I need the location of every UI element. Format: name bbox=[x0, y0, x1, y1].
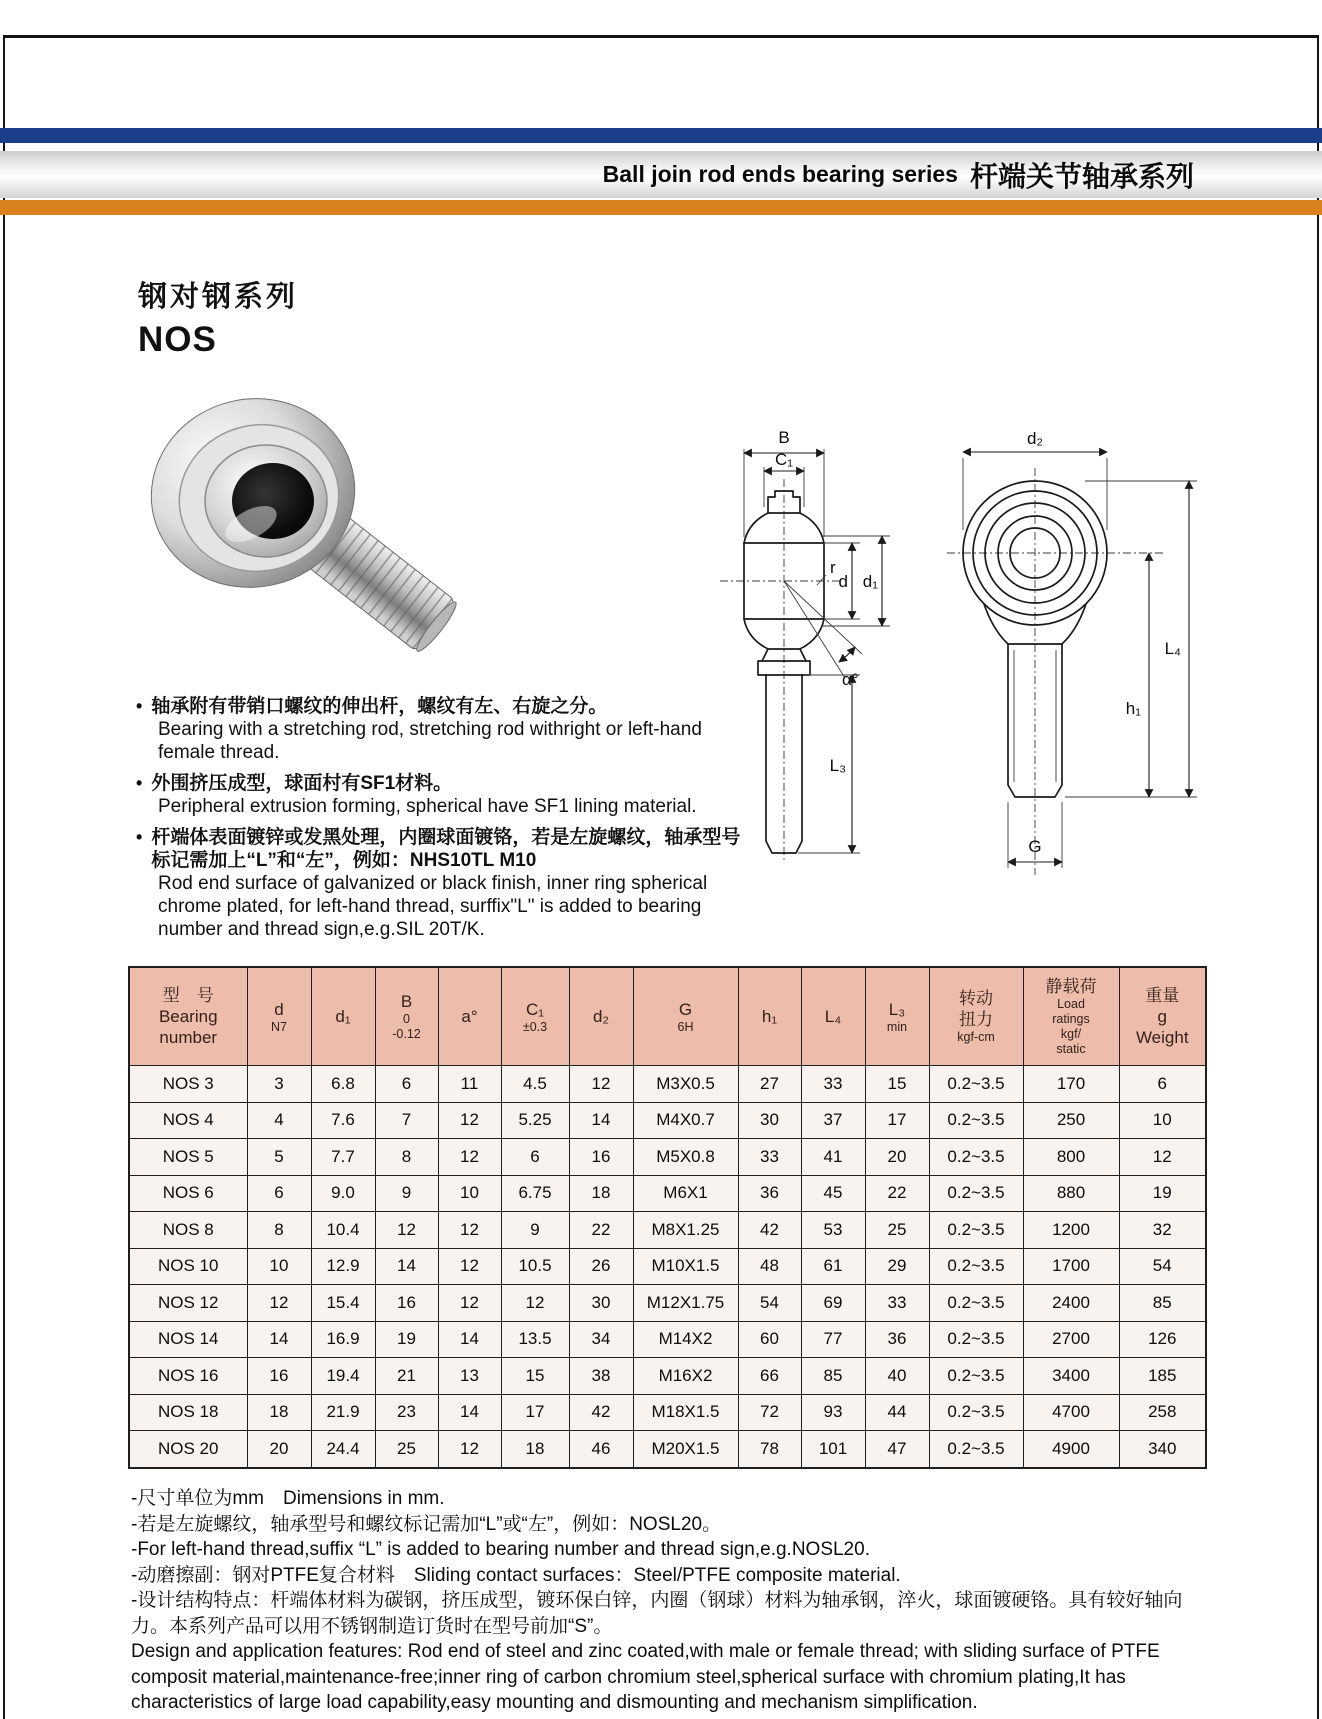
cell: M16X2 bbox=[633, 1358, 738, 1395]
cell: 33 bbox=[801, 1066, 865, 1103]
cell: 6.8 bbox=[311, 1066, 375, 1103]
bullet-icon: • bbox=[136, 696, 143, 716]
bullet-icon: • bbox=[136, 827, 143, 847]
table-row bbox=[129, 1248, 1206, 1285]
cell: M12X1.75 bbox=[633, 1285, 738, 1322]
specification-table bbox=[128, 966, 1207, 1469]
dim-label-alpha: α° bbox=[842, 670, 859, 689]
cell: 126 bbox=[1119, 1321, 1206, 1358]
cell: 4.5 bbox=[501, 1066, 569, 1103]
cell: 47 bbox=[865, 1431, 929, 1468]
cell: 4 bbox=[247, 1102, 311, 1139]
cell: 24.4 bbox=[311, 1431, 375, 1468]
cell: 10 bbox=[1119, 1102, 1206, 1139]
cell: 0.2~3.5 bbox=[929, 1248, 1023, 1285]
cell: 16 bbox=[569, 1139, 633, 1176]
cell: 800 bbox=[1023, 1139, 1119, 1176]
cell: 32 bbox=[1119, 1212, 1206, 1249]
cell: 22 bbox=[569, 1212, 633, 1249]
cell: 21.9 bbox=[311, 1394, 375, 1431]
cell: 170 bbox=[1023, 1066, 1119, 1103]
dim-label-d2: d₂ bbox=[1026, 429, 1044, 448]
cell: NOS 14 bbox=[129, 1321, 247, 1358]
cell: 22 bbox=[865, 1175, 929, 1212]
cell: 12 bbox=[438, 1212, 501, 1249]
cell: 38 bbox=[569, 1358, 633, 1395]
col-header-5: a° bbox=[438, 967, 501, 1066]
cell: 30 bbox=[738, 1102, 801, 1139]
cell: 77 bbox=[801, 1321, 865, 1358]
dim-label-d1: d₁ bbox=[862, 572, 878, 591]
cell: 2400 bbox=[1023, 1285, 1119, 1322]
cell: 880 bbox=[1023, 1175, 1119, 1212]
table-row bbox=[129, 1139, 1206, 1176]
cell: 72 bbox=[738, 1394, 801, 1431]
note-line: -设计结构特点：杆端体材料为碳钢，挤压成型，镀环保白锌，内圈（钢球）材料为轴承钢，淬火，球面镀硬铬。具有较好轴向力。本系列产品可以用不锈钢制造订货时在型号前加“S”。 bbox=[131, 1590, 1183, 1637]
cell: 93 bbox=[801, 1394, 865, 1431]
cell: 19 bbox=[375, 1321, 438, 1358]
cell: 13.5 bbox=[501, 1321, 569, 1358]
header-title-en: Ball join rod ends bearing series bbox=[602, 161, 958, 187]
cell: 14 bbox=[438, 1394, 501, 1431]
col-header-1: 型 号 Bearing number bbox=[129, 967, 247, 1066]
dim-label-c1: C₁ bbox=[774, 450, 794, 469]
cell: 15.4 bbox=[311, 1285, 375, 1322]
cell: 11 bbox=[438, 1066, 501, 1103]
cell: 21 bbox=[375, 1358, 438, 1395]
feature-text-en: Peripheral extrusion forming, spherical have SF1 lining material. bbox=[158, 796, 697, 817]
col-header-8: G 6H bbox=[633, 967, 738, 1066]
cell: 29 bbox=[865, 1248, 929, 1285]
cell: 8 bbox=[247, 1212, 311, 1249]
col-header-14: 重量 g Weight bbox=[1119, 967, 1206, 1066]
cell: 12 bbox=[438, 1139, 501, 1176]
cell: M10X1.5 bbox=[633, 1248, 738, 1285]
cell: 16 bbox=[247, 1358, 311, 1395]
cell: 14 bbox=[375, 1248, 438, 1285]
cell: 12 bbox=[438, 1102, 501, 1139]
cell: 19.4 bbox=[311, 1358, 375, 1395]
cell: NOS 10 bbox=[129, 1248, 247, 1285]
cell: 12 bbox=[375, 1212, 438, 1249]
cell: 33 bbox=[738, 1139, 801, 1176]
cell: 10 bbox=[438, 1175, 501, 1212]
col-header-10: L₄ bbox=[801, 967, 865, 1066]
cell: 25 bbox=[865, 1212, 929, 1249]
note-line: -For left-hand thread,suffix “L” is added to bearing number and thread sign,e.g.NOSL20. bbox=[131, 1539, 870, 1560]
table-row bbox=[129, 1102, 1206, 1139]
table-row bbox=[129, 1431, 1206, 1468]
cell: 12 bbox=[501, 1285, 569, 1322]
col-header-4: B 0 -0.12 bbox=[375, 967, 438, 1066]
diagram-front-view bbox=[935, 420, 1225, 890]
cell: 1200 bbox=[1023, 1212, 1119, 1249]
cell: 8 bbox=[375, 1139, 438, 1176]
cell: 7.7 bbox=[311, 1139, 375, 1176]
cell: 4700 bbox=[1023, 1394, 1119, 1431]
feature-zh-text: 杆端体表面镀锌或发黑处理，内圈球面镀铬，若是左旋螺纹，轴承型号标记需加上“L”和“左”，例如：NHS10TL M10 bbox=[151, 827, 741, 871]
cell: 14 bbox=[247, 1321, 311, 1358]
cell: 6 bbox=[375, 1066, 438, 1103]
cell: 13 bbox=[438, 1358, 501, 1395]
cell: 34 bbox=[569, 1321, 633, 1358]
cell: 12 bbox=[247, 1285, 311, 1322]
cell: 0.2~3.5 bbox=[929, 1175, 1023, 1212]
table-header-row bbox=[129, 967, 1206, 1066]
cell: M8X1.25 bbox=[633, 1212, 738, 1249]
cell: 17 bbox=[501, 1394, 569, 1431]
note-line: -尺寸单位为mm Dimensions in mm. bbox=[131, 1488, 445, 1509]
cell: 10 bbox=[247, 1248, 311, 1285]
cell: 54 bbox=[738, 1285, 801, 1322]
cell: 0.2~3.5 bbox=[929, 1066, 1023, 1103]
cell: 0.2~3.5 bbox=[929, 1394, 1023, 1431]
dim-label-d: d bbox=[838, 572, 848, 591]
cell: 25 bbox=[375, 1431, 438, 1468]
cell: NOS 4 bbox=[129, 1102, 247, 1139]
cell: 78 bbox=[738, 1431, 801, 1468]
cell: 0.2~3.5 bbox=[929, 1102, 1023, 1139]
cell: 18 bbox=[247, 1394, 311, 1431]
cell: 101 bbox=[801, 1431, 865, 1468]
cell: 258 bbox=[1119, 1394, 1206, 1431]
series-subtitle-zh: 钢对钢系列 bbox=[138, 281, 299, 313]
cell: M18X1.5 bbox=[633, 1394, 738, 1431]
feature-text-zh bbox=[136, 695, 748, 718]
cell: 1700 bbox=[1023, 1248, 1119, 1285]
cell: 16.9 bbox=[311, 1321, 375, 1358]
series-name: NOS bbox=[138, 320, 217, 359]
cell: 69 bbox=[801, 1285, 865, 1322]
feature-text-zh bbox=[136, 826, 748, 872]
cell: M6X1 bbox=[633, 1175, 738, 1212]
cell: NOS 12 bbox=[129, 1285, 247, 1322]
col-header-13: 静载荷 Load ratings kgf/ static bbox=[1023, 967, 1119, 1066]
cell: 17 bbox=[865, 1102, 929, 1139]
cell: 30 bbox=[569, 1285, 633, 1322]
page-header-band bbox=[0, 151, 1322, 198]
dim-label-l3: L₃ bbox=[829, 756, 846, 775]
cell: M14X2 bbox=[633, 1321, 738, 1358]
dim-label-h1: h₁ bbox=[1125, 699, 1141, 718]
note-line: Design and application features: Rod end of steel and zinc coated,with male or female thread; with sliding surface of PTFE composit material,maintenance-free;inner ring of carbon chromium steel,spherical surface with chromium plating,It has characteristics of large load capability,easy mounting and dismounting and mechanism simplification. bbox=[131, 1641, 1160, 1713]
cell: 5.25 bbox=[501, 1102, 569, 1139]
cell: M4X0.7 bbox=[633, 1102, 738, 1139]
cell: 16 bbox=[375, 1285, 438, 1322]
cell: 44 bbox=[865, 1394, 929, 1431]
dim-label-l4: L₄ bbox=[1164, 639, 1181, 658]
cell: 36 bbox=[738, 1175, 801, 1212]
cell: 85 bbox=[1119, 1285, 1206, 1322]
cell: 12 bbox=[438, 1431, 501, 1468]
cell: 42 bbox=[738, 1212, 801, 1249]
cell: NOS 16 bbox=[129, 1358, 247, 1395]
cell: NOS 20 bbox=[129, 1431, 247, 1468]
cell: 14 bbox=[569, 1102, 633, 1139]
footnotes bbox=[131, 1486, 1208, 1716]
cell: NOS 3 bbox=[129, 1066, 247, 1103]
cell: 20 bbox=[247, 1431, 311, 1468]
cell: 12.9 bbox=[311, 1248, 375, 1285]
feature-item bbox=[136, 826, 748, 941]
feature-zh-text: 轴承附有带销口螺纹的伸出杆，螺纹有左、右旋之分。 bbox=[151, 696, 608, 717]
cell: NOS 18 bbox=[129, 1394, 247, 1431]
table-row bbox=[129, 1175, 1206, 1212]
col-header-11: L₃ min bbox=[865, 967, 929, 1066]
cell: 42 bbox=[569, 1394, 633, 1431]
cell: 37 bbox=[801, 1102, 865, 1139]
cell: 53 bbox=[801, 1212, 865, 1249]
note-line: -若是左旋螺纹，轴承型号和螺纹标记需加“L”或“左”，例如：NOSL20。 bbox=[131, 1513, 722, 1535]
cell: 7.6 bbox=[311, 1102, 375, 1139]
table-row bbox=[129, 1212, 1206, 1249]
table-row bbox=[129, 1394, 1206, 1431]
cell: NOS 8 bbox=[129, 1212, 247, 1249]
cell: M5X0.8 bbox=[633, 1139, 738, 1176]
cell: 4900 bbox=[1023, 1431, 1119, 1468]
feature-text-zh bbox=[136, 772, 748, 795]
table-row bbox=[129, 1285, 1206, 1322]
cell: 6 bbox=[247, 1175, 311, 1212]
table-row bbox=[129, 1066, 1206, 1103]
cell: 0.2~3.5 bbox=[929, 1321, 1023, 1358]
cell: 12 bbox=[438, 1248, 501, 1285]
cell: 3400 bbox=[1023, 1358, 1119, 1395]
feature-zh-text: 外围挤压成型，球面村有SF1材料。 bbox=[151, 773, 453, 794]
cell: 36 bbox=[865, 1321, 929, 1358]
cell: 10.5 bbox=[501, 1248, 569, 1285]
product-photo bbox=[133, 388, 478, 678]
cell: 3 bbox=[247, 1066, 311, 1103]
col-header-12: 转动 扭力 kgf-cm bbox=[929, 967, 1023, 1066]
cell: 340 bbox=[1119, 1431, 1206, 1468]
cell: 18 bbox=[569, 1175, 633, 1212]
cell: 6 bbox=[501, 1139, 569, 1176]
cell: 26 bbox=[569, 1248, 633, 1285]
header-title-zh: 杆端关节轴承系列 bbox=[969, 160, 1194, 192]
cell: 0.2~3.5 bbox=[929, 1212, 1023, 1249]
feature-text-en: Bearing with a stretching rod, stretching rod withright or left-hand female thread. bbox=[158, 719, 702, 763]
cell: 6.75 bbox=[501, 1175, 569, 1212]
col-header-6: C₁ ±0.3 bbox=[501, 967, 569, 1066]
cell: 48 bbox=[738, 1248, 801, 1285]
feature-text-en: Rod end surface of galvanized or black finish, inner ring spherical chrome plated, for left-hand thread, surffix"L" is added to bearing number and thread sign,e.g.SIL 20T/K. bbox=[158, 873, 708, 940]
cell: 41 bbox=[801, 1139, 865, 1176]
cell: 12 bbox=[569, 1066, 633, 1103]
cell: 15 bbox=[865, 1066, 929, 1103]
cell: 60 bbox=[738, 1321, 801, 1358]
note-line: -动磨擦副：钢对PTFE复合材料 Sliding contact surfaces：Steel/PTFE composite material. bbox=[131, 1564, 901, 1586]
cell: 12 bbox=[438, 1285, 501, 1322]
cell: 20 bbox=[865, 1139, 929, 1176]
col-header-7: d₂ bbox=[569, 967, 633, 1066]
col-header-2: d N7 bbox=[247, 967, 311, 1066]
cell: 9 bbox=[375, 1175, 438, 1212]
cell: 12 bbox=[1119, 1139, 1206, 1176]
cell: 15 bbox=[501, 1358, 569, 1395]
cell: 18 bbox=[501, 1431, 569, 1468]
cell: 9.0 bbox=[311, 1175, 375, 1212]
cell: NOS 5 bbox=[129, 1139, 247, 1176]
bullet-icon: • bbox=[136, 773, 143, 793]
series-title-block bbox=[138, 274, 298, 360]
cell: 46 bbox=[569, 1431, 633, 1468]
cell: 0.2~3.5 bbox=[929, 1285, 1023, 1322]
cell: 85 bbox=[801, 1358, 865, 1395]
feature-item bbox=[136, 695, 748, 764]
cell: 19 bbox=[1119, 1175, 1206, 1212]
dim-label-b: B bbox=[778, 428, 790, 447]
blue-accent-bar bbox=[0, 128, 1322, 143]
cell: 0.2~3.5 bbox=[929, 1139, 1023, 1176]
feature-item bbox=[136, 772, 748, 818]
cell: 2700 bbox=[1023, 1321, 1119, 1358]
cell: 10.4 bbox=[311, 1212, 375, 1249]
cell: 0.2~3.5 bbox=[929, 1358, 1023, 1395]
cell: 0.2~3.5 bbox=[929, 1431, 1023, 1468]
col-header-9: h₁ bbox=[738, 967, 801, 1066]
cell: 27 bbox=[738, 1066, 801, 1103]
cell: 185 bbox=[1119, 1358, 1206, 1395]
dim-label-g: G bbox=[1028, 837, 1042, 856]
dim-label-r: r bbox=[830, 558, 836, 577]
table-row bbox=[129, 1358, 1206, 1395]
cell: 40 bbox=[865, 1358, 929, 1395]
cell: 66 bbox=[738, 1358, 801, 1395]
cell: 6 bbox=[1119, 1066, 1206, 1103]
cell: 61 bbox=[801, 1248, 865, 1285]
cell: 9 bbox=[501, 1212, 569, 1249]
cell: 250 bbox=[1023, 1102, 1119, 1139]
cell: NOS 6 bbox=[129, 1175, 247, 1212]
feature-list bbox=[136, 695, 748, 949]
cell: 45 bbox=[801, 1175, 865, 1212]
cell: 23 bbox=[375, 1394, 438, 1431]
cell: 54 bbox=[1119, 1248, 1206, 1285]
cell: 5 bbox=[247, 1139, 311, 1176]
table-row bbox=[129, 1321, 1206, 1358]
cell: 14 bbox=[438, 1321, 501, 1358]
cell: 7 bbox=[375, 1102, 438, 1139]
cell: 33 bbox=[865, 1285, 929, 1322]
cell: M20X1.5 bbox=[633, 1431, 738, 1468]
orange-accent-bar bbox=[0, 200, 1322, 215]
col-header-3: d₁ bbox=[311, 967, 375, 1066]
cell: M3X0.5 bbox=[633, 1066, 738, 1103]
